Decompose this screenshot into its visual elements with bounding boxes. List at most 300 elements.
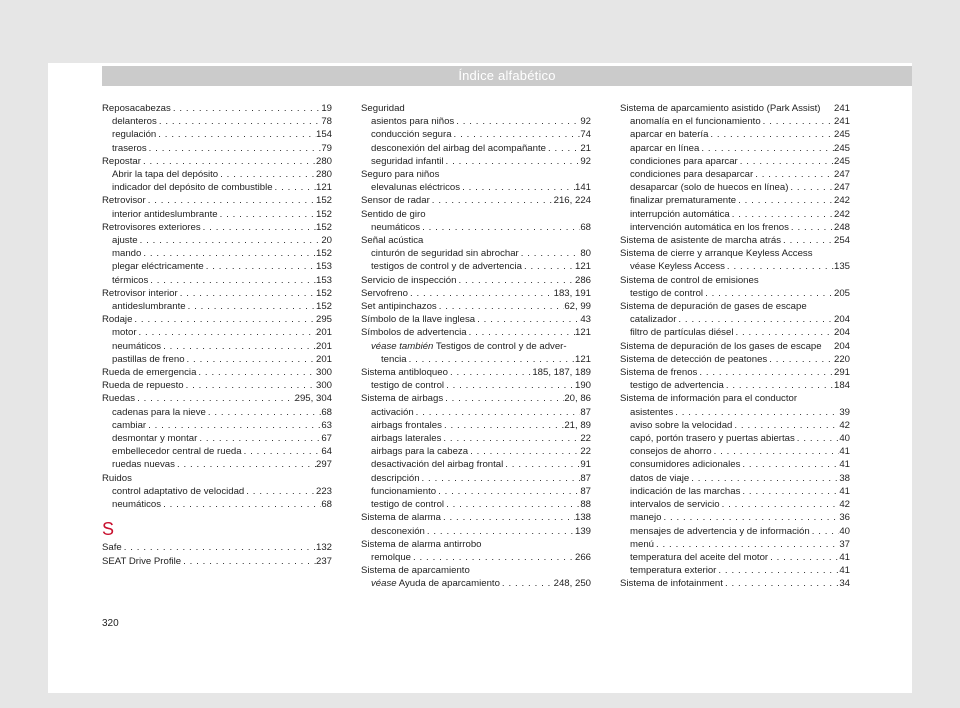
index-entry-pages: 42 <box>839 419 850 431</box>
index-heading: Sistema de información para el conductor <box>620 393 798 405</box>
dot-leader <box>761 115 834 128</box>
dot-leader <box>788 181 834 194</box>
index-entry <box>102 142 332 155</box>
index-entry <box>361 406 591 419</box>
index-entry-label: Retrovisor <box>102 195 146 207</box>
dot-leader <box>699 142 834 155</box>
dot-leader <box>768 551 839 564</box>
index-entry <box>620 498 850 511</box>
index-entry-pages: 21 <box>580 142 591 154</box>
index-entry <box>361 577 591 590</box>
index-entry-pages: 67 <box>321 433 332 445</box>
index-entry <box>361 419 591 432</box>
index-entry-label: Safe <box>102 542 122 554</box>
index-entry-pages: 68 <box>321 499 332 511</box>
index-entry-pages: 42 <box>839 499 850 511</box>
index-entry-label: desaparcar (solo de huecos en línea) <box>630 182 789 194</box>
index-entry-label: consejos de ahorro <box>630 446 712 458</box>
index-heading: Ruidos <box>102 472 132 484</box>
index-entry <box>361 326 591 339</box>
dot-leader <box>673 406 839 419</box>
index-entry-label: condiciones para aparcar <box>630 155 738 167</box>
index-entry-pages: 241 <box>833 103 850 114</box>
index-entry <box>102 340 332 353</box>
index-entry-label: SEAT Drive Profile <box>102 555 182 567</box>
dot-leader <box>242 445 322 458</box>
index-entry-pages: 74 <box>580 129 591 141</box>
index-entry-pages: 295 <box>315 314 332 326</box>
index-entry-pages: 92 <box>580 155 591 167</box>
index-entry <box>102 445 332 458</box>
index-entry-label: Servofreno <box>361 287 408 299</box>
index-entry-pages: 80 <box>580 248 591 260</box>
index-entry <box>102 485 332 498</box>
dot-leader <box>724 379 834 392</box>
index-entry <box>620 485 850 498</box>
index-entry <box>620 353 850 366</box>
index-entry <box>361 445 591 458</box>
index-entry <box>102 313 332 326</box>
index-entry-label: Sistema de alarma <box>361 512 441 524</box>
index-entry-label: catalizador <box>630 314 677 326</box>
dot-leader <box>407 353 575 366</box>
index-entry <box>620 102 850 115</box>
index-entry-label: datos de viaje <box>630 472 690 484</box>
index-entry <box>102 260 332 273</box>
index-entry-label: Rueda de emergencia <box>102 367 197 379</box>
index-entry-label: Símbolos de advertencia <box>361 327 467 339</box>
index-entry-pages: 201 <box>315 353 332 365</box>
dot-leader <box>475 313 580 326</box>
index-entry-pages: 280 <box>315 155 332 167</box>
index-entry-label: Sistema de depuración de los gases de escape <box>620 340 822 352</box>
dot-leader <box>708 128 834 141</box>
index-entry-pages: 152 <box>315 248 332 260</box>
dot-leader <box>441 511 575 524</box>
dot-leader <box>185 353 316 366</box>
index-entry-label: delanteros <box>112 116 157 128</box>
dot-leader <box>414 406 581 419</box>
dot-leader <box>781 234 834 247</box>
index-entry-pages: 87 <box>580 406 591 418</box>
index-entry-label: Retrovisor interior <box>102 287 178 299</box>
index-entry-label: descripción <box>371 472 420 484</box>
index-heading: Sistema de cierre y arranque Keyless Access <box>620 248 813 260</box>
index-entry <box>620 155 850 168</box>
dot-leader <box>460 181 575 194</box>
index-entry-pages: 139 <box>574 525 591 537</box>
index-entry <box>620 313 850 326</box>
dot-leader <box>141 247 316 260</box>
index-entry-label: asistentes <box>630 406 674 418</box>
index-entry-label: desconexión del airbag del acompañante <box>371 142 546 154</box>
index-entry-label: interrupción automática <box>630 208 730 220</box>
index-entry <box>620 577 850 590</box>
dot-leader <box>730 208 834 221</box>
dot-leader <box>716 564 839 577</box>
dot-leader <box>444 498 580 511</box>
dot-leader <box>519 247 581 260</box>
index-heading: Sistema de depuración de gases de escape <box>620 301 807 313</box>
index-entry <box>620 128 850 141</box>
index-entry <box>102 458 332 471</box>
index-entry <box>620 538 850 551</box>
index-entry-label: Sistema de infotainment <box>620 578 723 590</box>
index-entry-pages: 41 <box>839 565 850 577</box>
index-entry-pages: 152 <box>315 287 332 299</box>
dot-leader <box>467 326 575 339</box>
index-entry-pages: 220 <box>833 353 850 365</box>
index-entry <box>361 194 591 207</box>
index-entry-pages: 34 <box>839 578 850 590</box>
index-column-1 <box>102 102 332 568</box>
index-entry-label: regulación <box>112 129 157 141</box>
index-entry-label: consumidores adicionales <box>630 459 741 471</box>
index-entry-pages: 40 <box>839 525 850 537</box>
index-entry-label: ruedas nuevas <box>112 459 175 471</box>
index-entry <box>102 366 332 379</box>
see-text: véase <box>371 578 397 590</box>
index-entry <box>102 194 332 207</box>
index-entry-label: desconexión <box>371 525 425 537</box>
dot-leader <box>408 287 554 300</box>
index-entry-label: Sistema de aparcamiento asistido (Park Assist) <box>620 103 821 114</box>
index-entry-label: testigo de control <box>371 499 445 511</box>
dot-leader <box>736 194 834 207</box>
index-entry-label: finalizar prematuramente <box>630 195 737 207</box>
index-entry-pages: 21, 89 <box>564 419 591 431</box>
index-entry-pages: 20, 86 <box>564 393 591 405</box>
index-entry-pages: 201 <box>315 340 332 352</box>
index-entry-pages: 183, 191 <box>553 287 591 299</box>
index-entry <box>102 326 332 339</box>
see-also-text: véase también <box>371 340 434 352</box>
index-entry-label: Sistema de detección de peatones <box>620 353 768 365</box>
dot-leader <box>740 458 839 471</box>
dot-leader <box>146 194 316 207</box>
index-entry <box>102 221 332 234</box>
index-entry <box>361 498 591 511</box>
index-entry-pages: 184 <box>833 380 850 392</box>
index-entry-pages: 88 <box>580 499 591 511</box>
index-entry-label: aparcar en batería <box>630 129 709 141</box>
index-entry <box>620 221 850 234</box>
index-entry-pages: 41 <box>839 551 850 563</box>
section-letter: S <box>102 519 115 540</box>
dot-leader <box>146 419 321 432</box>
index-entry-label: activación <box>371 406 414 418</box>
index-entry-label: Ruedas <box>102 393 136 405</box>
index-entry-pages: 247 <box>833 182 850 194</box>
index-entry <box>361 366 591 379</box>
dot-leader <box>218 208 316 221</box>
index-entry-pages: 286 <box>574 274 591 286</box>
index-entry-pages: 62, 99 <box>564 301 591 313</box>
dot-leader <box>654 538 839 551</box>
dot-leader <box>443 392 564 405</box>
dot-leader <box>430 194 554 207</box>
index-entry <box>102 432 332 445</box>
index-entry <box>620 458 850 471</box>
dot-leader <box>156 128 316 141</box>
index-entry <box>620 551 850 564</box>
index-entry-pages: 152 <box>315 208 332 220</box>
dot-leader <box>137 326 316 339</box>
dot-leader <box>738 155 834 168</box>
index-entry-label: elevalunas eléctricos <box>371 182 461 194</box>
dot-leader <box>132 313 316 326</box>
index-entry <box>102 392 332 405</box>
index-entry-pages: 152 <box>315 195 332 207</box>
index-entry-pages: 153 <box>315 274 332 286</box>
index-entry-label: traseros <box>112 142 147 154</box>
index-heading: Señal acústica <box>361 235 424 247</box>
dot-leader <box>697 366 834 379</box>
index-entry-pages: 247 <box>833 169 850 181</box>
index-entry-label: Servicio de inspección <box>361 274 457 286</box>
dot-leader <box>157 115 322 128</box>
index-entry-label: funcionamiento <box>371 485 437 497</box>
index-entry-label: intervención automática en los frenos <box>630 221 789 233</box>
index-entry-pages: 37 <box>839 538 850 550</box>
index-entry-pages: 242 <box>833 195 850 207</box>
index-entry-label: Retrovisores exteriores <box>102 221 201 233</box>
index-entry <box>620 445 850 458</box>
index-entry-label: indicación de las marchas <box>630 485 741 497</box>
index-entry-label: embellecedor central de rueda <box>112 446 242 458</box>
dot-leader <box>441 432 580 445</box>
dot-leader <box>204 260 316 273</box>
dot-leader <box>197 432 321 445</box>
dot-leader <box>420 221 580 234</box>
dot-leader <box>175 458 316 471</box>
dot-leader <box>661 511 839 524</box>
index-entry-pages: 138 <box>574 512 591 524</box>
index-entry <box>620 432 850 445</box>
dot-leader <box>732 419 839 432</box>
index-entry-label: plegar eléctricamente <box>112 261 204 273</box>
index-entry-pages: 41 <box>839 446 850 458</box>
index-entry-label: conducción segura <box>371 129 452 141</box>
index-entry <box>620 366 850 379</box>
index-entry-pages: 295, 304 <box>294 393 332 405</box>
index-entry <box>361 300 591 313</box>
index-entry-label: airbags para la cabeza <box>371 446 469 458</box>
index-entry <box>102 274 332 287</box>
dot-leader <box>720 498 840 511</box>
dot-leader <box>161 498 321 511</box>
dot-leader <box>161 340 316 353</box>
index-entry-label: testigo de control <box>371 380 445 392</box>
index-entry <box>361 155 591 168</box>
index-entry <box>102 102 332 115</box>
dot-leader <box>448 366 532 379</box>
index-entry-pages: 153 <box>315 261 332 273</box>
index-entry-pages: 36 <box>839 512 850 524</box>
index-entry-label: aviso sobre la velocidad <box>630 419 733 431</box>
index-entry <box>102 555 332 568</box>
index-entry <box>361 392 591 405</box>
dot-leader <box>196 366 316 379</box>
index-entry-pages: 63 <box>321 419 332 431</box>
index-entry-pages: 241 <box>833 116 850 128</box>
index-entry-pages: 121 <box>574 261 591 273</box>
index-entry <box>620 142 850 155</box>
dot-leader <box>201 221 316 234</box>
index-column-3 <box>620 102 850 591</box>
index-entry <box>620 208 850 221</box>
dot-leader <box>723 577 839 590</box>
index-entry-pages: 87 <box>580 485 591 497</box>
index-entry-pages: 39 <box>839 406 850 418</box>
page-number: 320 <box>102 618 119 629</box>
index-entry <box>361 379 591 392</box>
index-entry <box>620 379 850 392</box>
index-entry-label: seguridad infantil <box>371 155 444 167</box>
index-entry-label: control adaptativo de velocidad <box>112 485 245 497</box>
index-entry-pages: 152 <box>315 221 332 233</box>
index-entry <box>361 472 591 485</box>
index-entry <box>102 155 332 168</box>
index-entry-pages: 205 <box>833 287 850 299</box>
index-entry-label: temperatura del aceite del motor <box>630 551 769 563</box>
dot-leader <box>454 115 580 128</box>
dot-leader <box>676 313 834 326</box>
index-entry <box>361 115 591 128</box>
index-entry-pages: 185, 187, 189 <box>532 367 591 379</box>
index-entry-label: cambiar <box>112 419 147 431</box>
dot-leader <box>689 472 839 485</box>
index-entry-pages: 201 <box>315 327 332 339</box>
index-entry <box>620 419 850 432</box>
dot-leader <box>420 472 581 485</box>
index-entry-label: Rodaje <box>102 314 133 326</box>
index-entry-pages: 245 <box>833 155 850 167</box>
index-entry-label: anomalía en el funcionamiento <box>630 116 761 128</box>
index-entry-label: capó, portón trasero y puertas abiertas <box>630 433 795 445</box>
dot-leader <box>148 274 316 287</box>
index-entry-label: aparcar en línea <box>630 142 700 154</box>
index-entry <box>620 115 850 128</box>
dot-leader <box>436 485 580 498</box>
dot-leader <box>138 234 322 247</box>
dot-leader <box>522 260 575 273</box>
index-entry-label: condiciones para desaparcar <box>630 169 754 181</box>
cross-reference-label: Testigos de control y de adver- <box>435 340 567 352</box>
index-entry <box>361 313 591 326</box>
index-entry-pages: 40 <box>839 433 850 445</box>
index-entry-label: térmicos <box>112 274 149 286</box>
index-entry-pages: 41 <box>839 485 850 497</box>
index-entry-pages: 22 <box>580 433 591 445</box>
index-entry-label: mensajes de advertencia y de información <box>630 525 810 537</box>
index-entry-pages: 132 <box>315 542 332 554</box>
index-heading: Sentido de giro <box>361 208 426 220</box>
index-entry <box>620 181 850 194</box>
dot-leader <box>178 287 316 300</box>
dot-leader <box>411 551 575 564</box>
index-entry-label: testigo de control <box>630 287 704 299</box>
index-entry-label: Sistema antibloqueo <box>361 367 448 379</box>
index-entry <box>361 247 591 260</box>
index-entry <box>620 234 850 247</box>
index-entry-pages: 78 <box>321 116 332 128</box>
index-entry-label: testigos de control y de advertencia <box>371 261 522 273</box>
index-entry-pages: 204 <box>833 340 850 352</box>
index-entry-label: menú <box>630 538 654 550</box>
index-entry-label: interior antideslumbrante <box>112 208 218 220</box>
index-entry-label: cinturón de seguridad sin abrochar <box>371 248 519 260</box>
dot-leader <box>468 445 580 458</box>
dot-leader <box>444 379 575 392</box>
index-entry-pages: 141 <box>574 182 591 194</box>
index-entry <box>620 260 850 273</box>
index-entry <box>361 181 591 194</box>
index-entry <box>102 168 332 181</box>
index-entry <box>102 300 332 313</box>
index-entry-label: neumáticos <box>112 499 162 511</box>
index-heading: Sistema de control de emisiones <box>620 274 759 286</box>
index-entry-pages: 204 <box>833 314 850 326</box>
index-entry <box>102 406 332 419</box>
dot-leader <box>171 102 322 115</box>
dot-leader <box>186 300 316 313</box>
index-entry-label: Sistema de frenos <box>620 367 698 379</box>
index-entry-pages: 43 <box>580 314 591 326</box>
index-entry-label: remolque <box>371 551 411 563</box>
index-heading: Sistema de aparcamiento <box>361 565 470 577</box>
index-entry-pages: 92 <box>580 116 591 128</box>
index-entry-label: Sistema de airbags <box>361 393 444 405</box>
dot-leader <box>767 353 834 366</box>
dot-leader <box>795 432 840 445</box>
index-entry-label: antideslumbrante <box>112 301 186 313</box>
dot-leader <box>425 525 575 538</box>
dot-leader <box>740 485 839 498</box>
index-entry <box>361 511 591 524</box>
index-entry <box>361 287 591 300</box>
dot-leader <box>218 168 316 181</box>
index-entry-pages: 223 <box>315 485 332 497</box>
index-entry-pages: 87 <box>580 472 591 484</box>
index-entry <box>102 234 332 247</box>
dot-leader <box>810 525 840 538</box>
index-entry-label: motor <box>112 327 137 339</box>
index-entry <box>620 406 850 419</box>
dot-leader <box>135 392 295 405</box>
index-entry <box>620 511 850 524</box>
index-entry <box>102 498 332 511</box>
index-entry-label: Abrir la tapa del depósito <box>112 169 219 181</box>
index-entry-pages: 135 <box>833 261 850 273</box>
index-entry-pages: 68 <box>321 406 332 418</box>
index-entry-label: Set antipinchazos <box>361 301 437 313</box>
index-entry-pages: 64 <box>321 446 332 458</box>
index-entry-label: Reposacabezas <box>102 103 171 114</box>
index-entry <box>620 326 850 339</box>
index-entry-pages: 216, 224 <box>553 195 591 207</box>
dot-leader <box>452 128 581 141</box>
index-entry-label: Rueda de repuesto <box>102 380 184 392</box>
index-entry-pages: 41 <box>839 459 850 471</box>
dot-leader <box>546 142 580 155</box>
index-entry <box>361 432 591 445</box>
dot-leader <box>206 406 321 419</box>
index-heading: Seguro para niños <box>361 169 440 181</box>
index-entry <box>620 168 850 181</box>
index-entry-label: manejo <box>630 512 662 524</box>
index-entry <box>620 472 850 485</box>
